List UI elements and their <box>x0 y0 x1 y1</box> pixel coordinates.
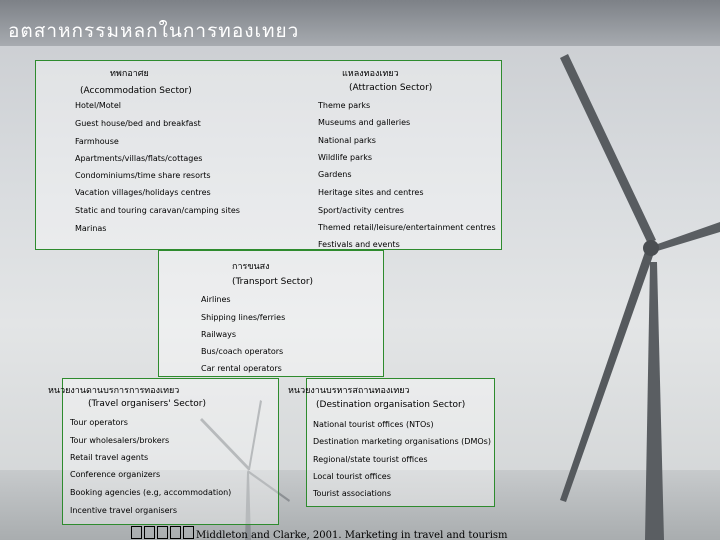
slide-title: อตสาหกรรมหลกในการทองเทยว <box>8 20 300 42</box>
list-item: Guest house/bed and breakfast <box>75 119 201 128</box>
list-item: Regional/state tourist offices <box>313 455 428 464</box>
list-item: Museums and galleries <box>318 118 411 127</box>
accommodation-heading-thai: ทพกอาศย <box>110 69 149 79</box>
source-credit <box>131 526 508 541</box>
list-item: Incentive travel organisers <box>70 506 177 515</box>
list-item: Airlines <box>201 295 231 304</box>
list-item: Conference organizers <box>70 470 161 479</box>
list-item: National parks <box>318 136 376 145</box>
list-item: Destination marketing organisations (DMOs) <box>313 437 491 446</box>
missing-glyph-icon <box>157 526 168 539</box>
list-item: Theme parks <box>318 101 371 110</box>
missing-glyph-icon <box>183 526 194 539</box>
destination-heading-thai: หนวยงานบรหารสถานทองเทยว <box>288 386 410 396</box>
attraction-heading-thai: แหลงทองเทยว <box>342 69 399 79</box>
list-item: Themed retail/leisure/entertainment centres <box>318 223 496 232</box>
list-item: Wildlife parks <box>318 153 373 162</box>
accommodation-heading-en: (Accommodation Sector) <box>80 86 192 96</box>
list-item: Condominiums/time share resorts <box>75 171 211 180</box>
list-item: Static and touring caravan/camping sites <box>75 206 240 215</box>
turbine-main <box>560 54 720 540</box>
travel-organisers-heading-thai: หนวยงานดานบรการการทองเทยว <box>48 386 180 396</box>
list-item: Booking agencies (e.g, accommodation) <box>70 488 232 497</box>
list-item: Marinas <box>75 224 107 233</box>
list-item: Heritage sites and centres <box>318 188 424 197</box>
list-item: Local tourist offices <box>313 472 391 481</box>
missing-glyph-icon <box>131 526 142 539</box>
list-item: Festivals and events <box>318 240 400 249</box>
list-item: Vacation villages/holidays centres <box>75 188 211 197</box>
list-item: Apartments/villas/flats/cottages <box>75 154 203 163</box>
list-item: Shipping lines/ferries <box>201 313 286 322</box>
missing-glyph-icon <box>144 526 155 539</box>
list-item: Sport/activity centres <box>318 206 404 215</box>
travel-organisers-heading-en: (Travel organisers' Sector) <box>88 399 207 409</box>
list-item: Tour operators <box>70 418 128 427</box>
list-item: Tour wholesalers/brokers <box>70 436 170 445</box>
attraction-heading-en: (Attraction Sector) <box>349 83 433 93</box>
list-item: Tourist associations <box>313 489 391 498</box>
list-item: Retail travel agents <box>70 453 149 462</box>
list-item: Gardens <box>318 170 352 179</box>
missing-glyph-icon <box>170 526 181 539</box>
list-item: Bus/coach operators <box>201 347 284 356</box>
list-item: Car rental operators <box>201 364 282 373</box>
transport-heading-thai: การขนสง <box>232 262 270 272</box>
transport-heading-en: (Transport Sector) <box>232 277 314 287</box>
list-item: National tourist offices (NTOs) <box>313 420 434 429</box>
destination-heading-en: (Destination organisation Sector) <box>316 400 466 410</box>
list-item: Farmhouse <box>75 137 119 146</box>
source-credit-text: Middleton and Clarke, 2001. Marketing in travel and tourism <box>196 530 508 541</box>
list-item: Railways <box>201 330 237 339</box>
list-item: Hotel/Motel <box>75 101 121 110</box>
